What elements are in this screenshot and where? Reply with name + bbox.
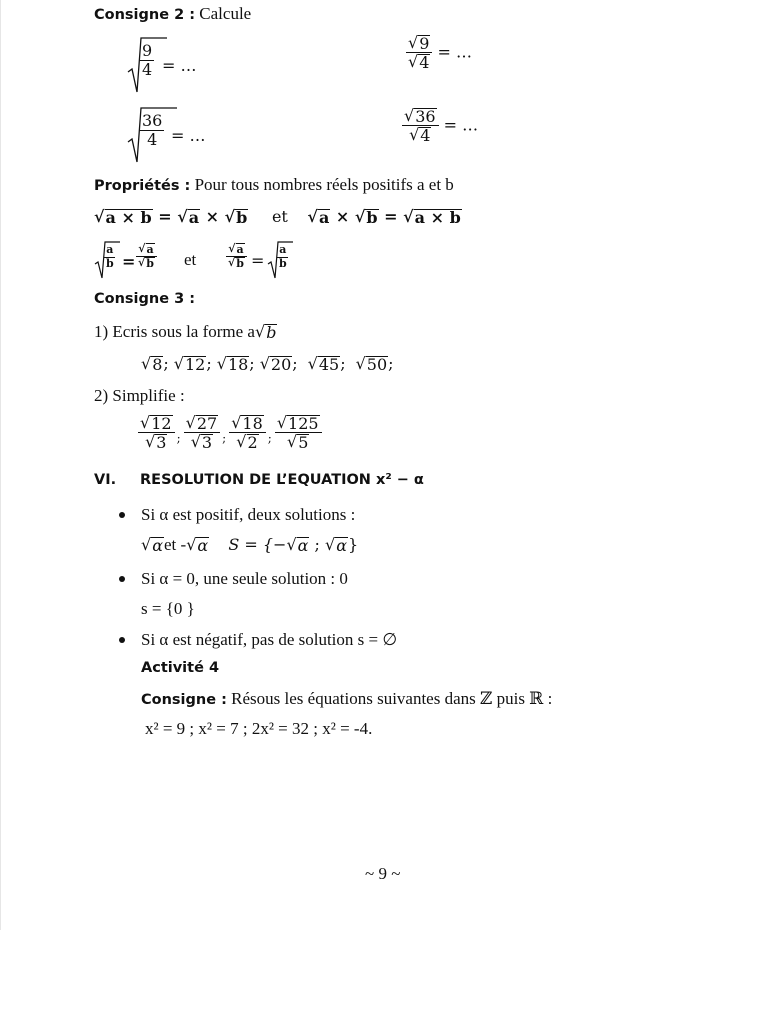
section6-number: VI. [94,472,117,488]
property-product-rule: √ a × b = √ a × √ b et √ a × √ b = √ a × b [94,206,461,227]
var-b: b [449,207,461,227]
alpha: α [297,535,309,555]
radicand: 9 [419,33,430,53]
simplify-fraction: √ 125 √ 5 [275,414,322,452]
solution2-text: s = {0 } [141,599,195,618]
denominator: 4 [142,60,153,80]
var-a: a [318,207,330,227]
property-quotient-left: $\frac{a}{b}$ = √ a √ b [94,240,174,282]
q2-fractions [138,414,322,452]
denominator: 2 [247,432,258,452]
var-b: b [366,207,378,227]
times-sign: × [205,207,220,226]
radicand: 12 [184,354,206,374]
radical-item: √ 50 [355,353,388,374]
numerator: 36 [142,111,163,130]
radicand: 18 [227,354,249,374]
activite4-consigne [141,689,552,709]
solution1-line: √ α et - √ α S = {− √ α ; √ α } [141,534,359,555]
sqrt-fraction-36-4 [127,106,217,166]
numerator: 27 [196,413,218,433]
denominator: 4 [147,130,158,150]
denominator: 5 [298,432,309,452]
solution-set-close: } [348,535,359,554]
radicand: 4 [419,52,430,72]
consigne2-text: Calcule [199,4,252,23]
separator: ; [206,354,212,373]
property-quotient-right-root [267,240,307,282]
bullet-icon [119,637,125,643]
equals-dots: = … [443,115,479,135]
times-sign: × [121,207,135,227]
denominator: 3 [156,432,167,452]
consigne2-heading [94,4,251,24]
var-b: b [146,256,154,270]
numerator: 12 [151,413,172,433]
et-minus: et - [164,535,187,554]
numerator: 9 [142,41,153,60]
simplify-fraction: √ 12 √ 3 [138,414,175,452]
proprietes-text: Pour tous nombres réels positifs a et b [194,175,454,194]
separator: ; [388,354,394,373]
var-a: a [188,207,200,227]
var-b: b [236,256,244,270]
blank-area [0,930,768,1024]
radical-item: √ 45 [307,353,340,374]
page-number: ~ 9 ~ [365,864,401,883]
section6-title: RESOLUTION DE L’EQUATION x² − α [140,472,424,488]
q1-text: 1) Ecris sous la forme a [94,322,255,341]
radical-item: √ 8 [141,353,163,374]
consigne3-label: Consigne 3 : [94,291,196,307]
separator: ; [340,354,346,373]
proprietes-label: Propriétés : [94,178,191,194]
alpha: α [197,535,209,555]
numerator: 18 [242,413,263,433]
equals-dots: = … [171,126,206,145]
fraction-sqrt36-sqrt4: √ 36 √ 4 = … [404,105,479,145]
radical-item: √ 12 [173,353,206,374]
var-a: a [105,207,116,227]
times-sign: × [430,207,445,227]
equals-sign: = [384,207,398,226]
var-a: a [414,207,426,227]
separator: ; [176,430,181,445]
radicand: 45 [318,354,340,374]
activite4-title: Activité 4 [141,660,220,676]
var-a: a [106,243,114,256]
var-b: b [266,323,277,343]
var-a: a [279,243,287,256]
var-b: b [236,207,248,227]
consigne3-q1: 1) Ecris sous la forme a √ b [94,322,277,343]
radical-item: √ 18 [216,353,249,374]
var-a: a [146,243,154,256]
separator: ; [309,535,326,554]
solution-set-open: S = {− [228,535,287,554]
alpha: α [336,535,348,555]
consigne-label: Consigne : [141,692,227,708]
consigne2-label: Consigne 2 : [94,7,196,23]
bullet2-text: Si α = 0, une seule solution : 0 [141,569,348,588]
var-a: a [236,243,244,256]
consigne3-q2: 2) Simplifie : [94,386,185,405]
equals-dots: = … [162,56,197,75]
property-quotient-right: √ a √ b [226,243,247,270]
radicand: 8 [152,354,163,374]
radicand: 36 [415,106,436,126]
conjunction-et: et [184,250,197,269]
separator: ; [163,354,169,373]
var-b: b [106,256,114,270]
bullet-icon [119,512,125,518]
separator: ; [292,354,298,373]
conjunction-et: et [271,207,288,226]
separator: ; [267,430,272,445]
denominator: 3 [201,432,213,452]
fraction-sqrt9-sqrt4: √ 9 √ 4 = … [408,32,472,72]
activite4-equations: x² = 9 ; x² = 7 ; 2x² = 32 ; x² = -4. [145,719,373,738]
q1-radicals-list [141,354,399,373]
alpha: α [152,535,164,555]
radical-item: √ 20 [259,353,292,374]
equals-sign: = [122,252,136,271]
consigne-text: Résous les équations suivantes dans ℤ puis ℝ : [231,689,553,708]
simplify-fraction: √ 18 √ 2 [229,414,266,452]
simplify-fraction: √ 27 √ 3 [184,414,221,452]
equals-sign: = [158,207,172,226]
equals-sign: = [251,251,265,270]
var-b: b [140,207,152,227]
sqrt-fraction-9-4 [127,36,207,96]
radicand: 50 [366,354,388,374]
radicand: 4 [420,125,431,145]
bullet-icon [119,576,125,582]
bullet3-text: Si α est négatif, pas de solution s = ∅ [141,630,398,649]
bullet1-text: Si α est positif, deux solutions : [141,505,356,524]
var-b: b [279,256,287,270]
times-sign: × [335,207,350,226]
proprietes-heading [94,175,454,195]
separator: ; [222,430,227,445]
separator: ; [249,354,255,373]
radicand: 20 [270,354,292,374]
equals-dots: = … [437,42,472,62]
numerator: 125 [288,413,319,433]
